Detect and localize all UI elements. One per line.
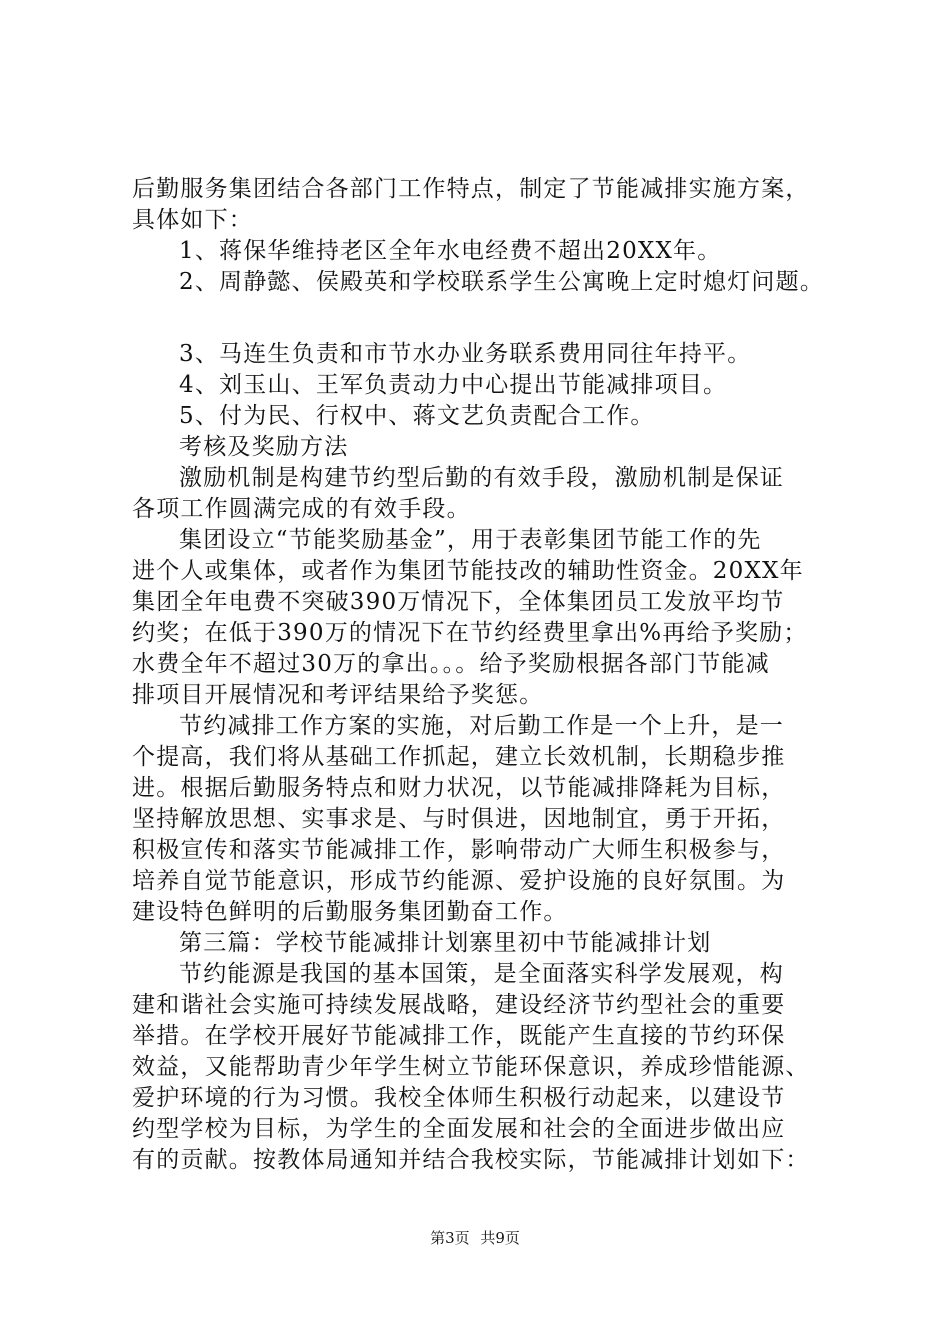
text-line: 水费全年不超过30万的拿出。。。给予奖励根据各部门节能减 — [132, 651, 770, 677]
text-line: 坚持解放思想、实事求是、与时俱进，因地制宜，勇于开拓， — [132, 806, 786, 832]
text-line: 建和谐社会实施可持续发展战略，建设经济节约型社会的重要 — [132, 992, 786, 1018]
text-line: 爱护环境的行为习惯。我校全体师生积极行动起来，以建设节 — [132, 1085, 786, 1111]
text-line: 进个人或集体，或者作为集团节能技改的辅助性资金。20XX年 — [132, 558, 804, 584]
text-line: 集团全年电费不突破390万情况下，全体集团员工发放平均节 — [132, 589, 785, 615]
text-line: 集团设立“节能奖励基金”，用于表彰集团节能工作的先 — [179, 527, 762, 553]
text-line: 建设特色鲜明的后勤服务集团勤奋工作。 — [132, 899, 568, 925]
text-line: 有的贡献。按教体局通知并结合我校实际，节能减排计划如下： — [132, 1147, 810, 1173]
document-body — [132, 174, 844, 1176]
page-number: 第3页 — [430, 1229, 470, 1247]
page-footer — [0, 1228, 950, 1248]
text-line: 各项工作圆满完成的有效手段。 — [132, 496, 471, 522]
text-line: 个提高，我们将从基础工作抓起，建立长效机制，长期稳步推 — [132, 744, 786, 770]
text-line: 约型学校为目标，为学生的全面发展和社会的全面进步做出应 — [132, 1116, 786, 1142]
text-line: 后勤服务集团结合各部门工作特点，制定了节能减排实施方案， — [132, 176, 810, 202]
text-line: 积极宣传和落实节能减排工作，影响带动广大师生积极参与， — [132, 837, 786, 863]
text-line: 考核及奖励方法 — [179, 434, 349, 460]
text-line: 节约能源是我国的基本国策，是全面落实科学发展观，构 — [179, 961, 784, 987]
text-line: 5、付为民、行权中、蒋文艺负责配合工作。 — [179, 403, 655, 429]
text-line: 节约减排工作方案的实施，对后勤工作是一个上升，是一 — [179, 713, 784, 739]
text-line: 具体如下： — [132, 207, 253, 233]
text-line: 1、蒋保华维持老区全年水电经费不超出20XX年。 — [179, 238, 722, 264]
text-line: 举措。在学校开展好节能减排工作，既能产生直接的节约环保 — [132, 1023, 786, 1049]
paragraph-gap — [132, 298, 844, 339]
text-line: 培养自觉节能意识，形成节约能源、爱护设施的良好氛围。为 — [132, 868, 786, 894]
text-line: 4、刘玉山、王军负责动力中心提出节能减排项目。 — [179, 372, 728, 398]
text-line: 第三篇：学校节能减排计划寨里初中节能减排计划 — [179, 930, 712, 956]
page-total: 共9页 — [480, 1229, 520, 1247]
text-line: 效益，又能帮助青少年学生树立节能环保意识，养成珍惜能源、 — [132, 1054, 810, 1080]
text-line: 3、马连生负责和市节水办业务联系费用同往年持平。 — [179, 341, 752, 367]
text-line: 激励机制是构建节约型后勤的有效手段，激励机制是保证 — [179, 465, 784, 491]
text-line: 约奖；在低于390万的情况下在节约经费里拿出%再给予奖励； — [132, 620, 808, 646]
text-line: 排项目开展情况和考评结果给予奖惩。 — [132, 682, 544, 708]
text-line: 进。根据后勤服务特点和财力状况，以节能减排降耗为目标， — [132, 775, 786, 801]
text-line: 2、周静懿、侯殿英和学校联系学生公寓晚上定时熄灯问题。 — [179, 269, 825, 295]
